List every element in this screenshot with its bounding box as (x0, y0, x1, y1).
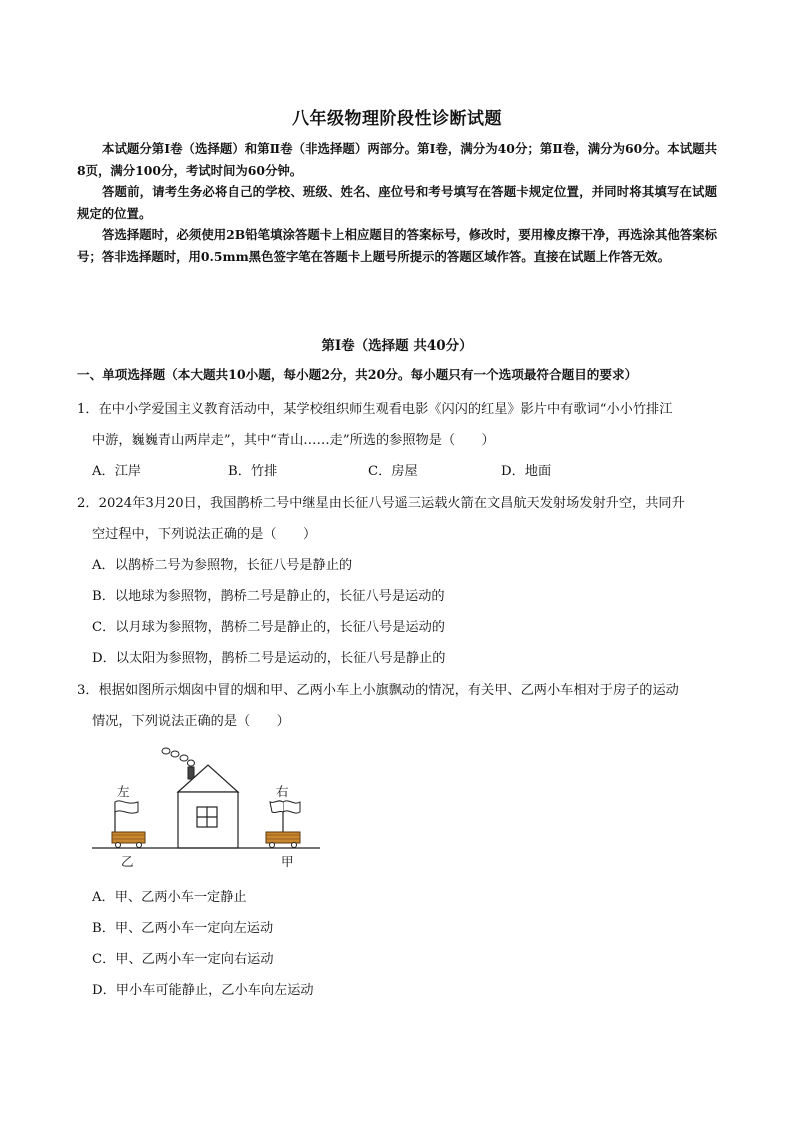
question-stem (77, 488, 719, 550)
smoke-icon (162, 748, 195, 766)
question-1 (77, 394, 719, 487)
right-car-icon (266, 801, 300, 848)
house-icon (178, 765, 238, 848)
question-stem (77, 394, 719, 456)
question-3-options (77, 882, 717, 1006)
option-c[interactable]: C．房屋 (368, 464, 418, 479)
chimney-icon (188, 767, 194, 779)
option-d[interactable]: D．以太阳为参照物，鹊桥二号是运动的，长征八号是静止的 (92, 651, 446, 666)
option-d[interactable]: D．地面 (501, 464, 552, 479)
car-left-label: 乙 (121, 854, 134, 869)
options-row (77, 456, 719, 487)
instruction-paragraph: 答题前，请考生务必将自己的学校、班级、姓名、座位号和考号填写在答题卡规定位置，并同时将其填写在试题规定的位置。 (77, 184, 717, 221)
option-a[interactable]: A．甲、乙两小车一定静止 (92, 890, 247, 905)
left-car-icon (112, 801, 145, 848)
option-b[interactable]: B．竹排 (228, 464, 278, 479)
question-stem-line: 空过程中，下列说法正确的是（ ） (92, 527, 317, 542)
car-right-label: 甲 (281, 854, 294, 869)
option-b[interactable]: B．甲、乙两小车一定向左运动 (92, 921, 274, 936)
right-direction-label: 右 (276, 784, 289, 799)
instruction-paragraph: 本试题分第Ⅰ卷（选择题）和第Ⅱ卷（非选择题）两部分。第Ⅰ卷，满分为40分；第Ⅱ卷，满分为60分。本试题共8页，满分100分，考试时间为60分钟。 (77, 141, 717, 178)
question-2 (77, 488, 719, 674)
question-3 (77, 675, 719, 737)
house-cars-figure (92, 740, 324, 875)
part-title: 一、单项选择题（本大题共10小题，每小题2分，共20分。每小题只有一个选项最符合题目的要求） (77, 367, 638, 382)
option-d[interactable]: D．甲小车可能静止，乙小车向左运动 (92, 983, 314, 998)
option-c[interactable]: C．甲、乙两小车一定向右运动 (92, 952, 274, 967)
section-title: 第Ⅰ卷（选择题 共40分） (321, 338, 473, 354)
page-title: 八年级物理阶段性诊断试题 (292, 109, 502, 129)
instruction-paragraph: 答选择题时，必须使用2B铅笔填涂答题卡上相应题目的答案标号，修改时，要用橡皮擦干净，再选涂其他答案标号；答非选择题时，用0.5mm黑色签字笔在答题卡上题号所提示的答题区域作答。直接在试题上作答无效。 (77, 227, 717, 264)
question-stem-line: 1．在中小学爱国主义教育活动中，某学校组织师生观看电影《闪闪的红星》影片中有歌词“小小竹排江 (77, 402, 673, 417)
option-b[interactable]: B．以地球为参照物，鹊桥二号是静止的，长征八号是运动的 (92, 589, 445, 604)
instructions (77, 138, 717, 267)
option-c[interactable]: C．以月球为参照物，鹊桥二号是静止的，长征八号是运动的 (92, 620, 445, 635)
question-stem-line: 情况，下列说法正确的是（ ） (92, 714, 290, 729)
question-stem-line: 2．2024年3月20日，我国鹊桥二号中继星由长征八号遥三运载火箭在文昌航天发射场发射升空，共同升 (77, 496, 685, 511)
left-direction-label: 左 (117, 784, 130, 799)
question-stem-line: 3．根据如图所示烟囱中冒的烟和甲、乙两小车上小旗飘动的情况，有关甲、乙两小车相对于房子的运动 (77, 683, 679, 698)
question-stem-line: 中游，巍巍青山两岸走”，其中“青山……走”所选的参照物是（ ） (92, 433, 495, 448)
option-a[interactable]: A．江岸 (92, 464, 142, 479)
option-a[interactable]: A．以鹊桥二号为参照物，长征八号是静止的 (92, 558, 353, 573)
question-stem (77, 675, 719, 737)
